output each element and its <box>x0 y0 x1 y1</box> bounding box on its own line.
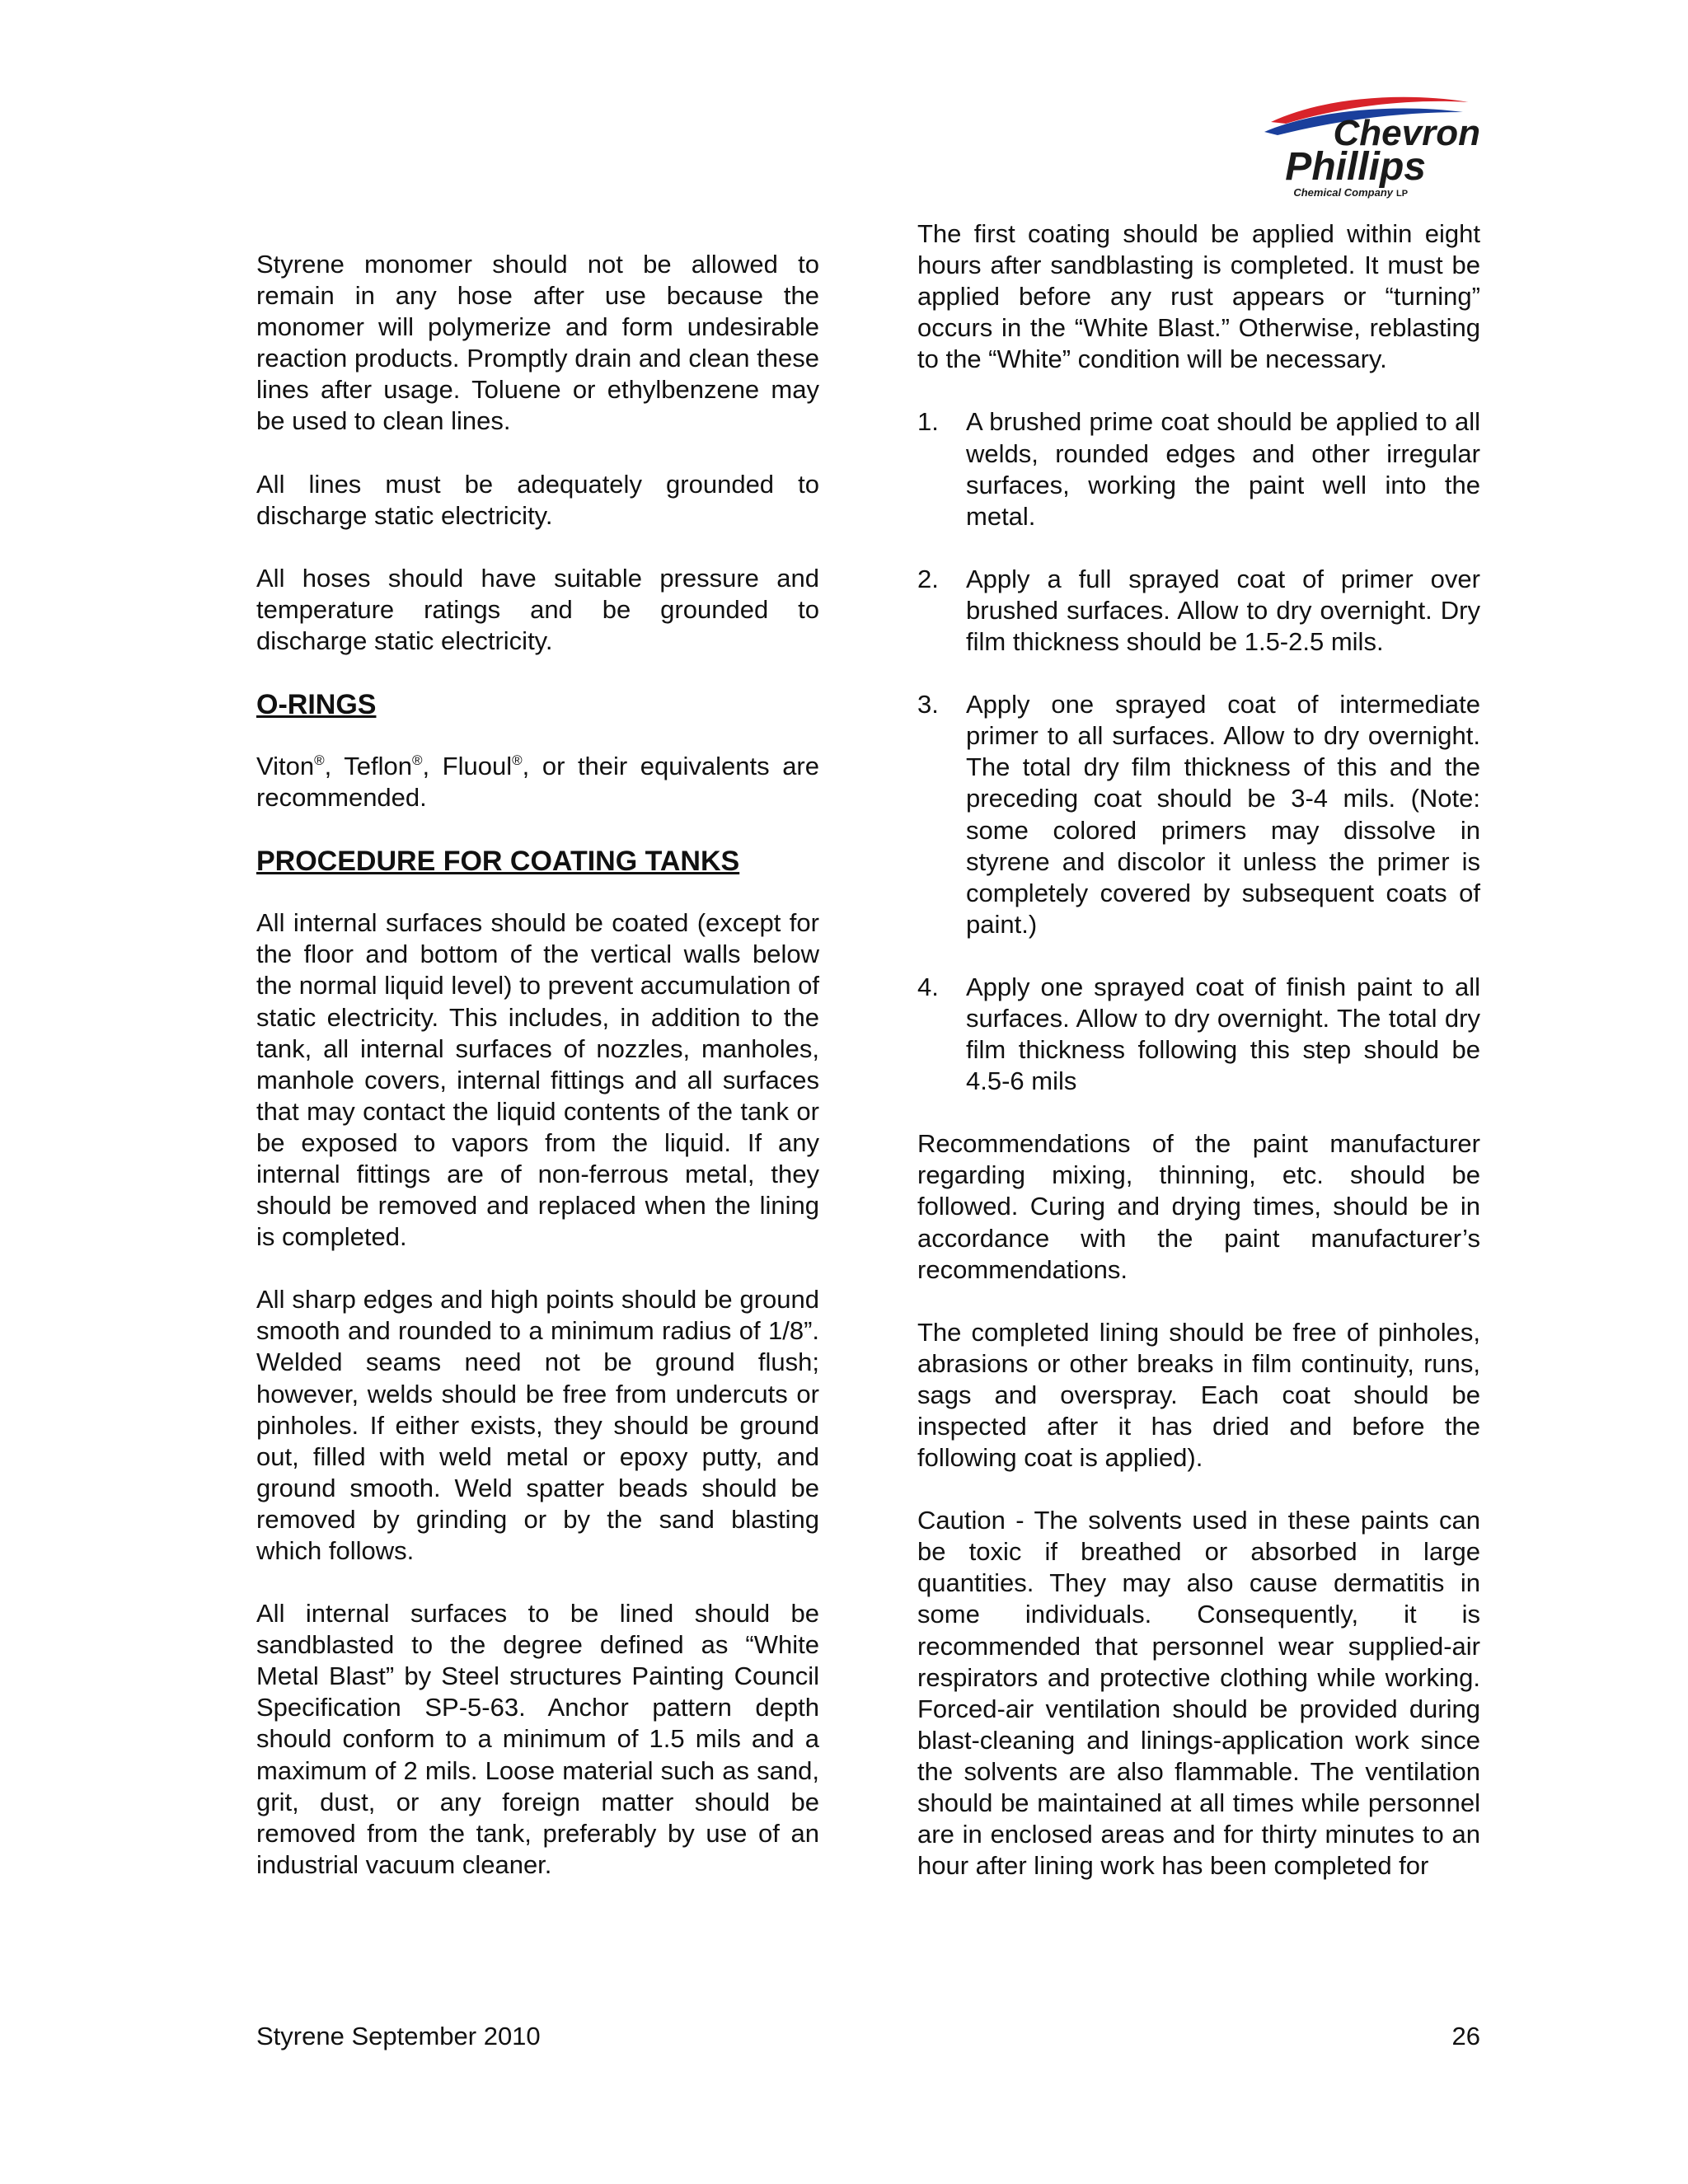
list-item <box>917 689 1480 940</box>
paragraph-hoses-ratings: All hoses should have suitable pressure and temperature ratings and be grounded to discharge static electricity. <box>256 563 819 655</box>
step-number: 1. <box>917 407 939 437</box>
registered-mark: ® <box>411 752 423 769</box>
left-column <box>256 249 819 1912</box>
step-number: 2. <box>917 564 939 593</box>
footer-document-title: Styrene September 2010 <box>256 2022 541 2050</box>
company-logo <box>1253 91 1492 206</box>
paragraph-internal-surfaces: All internal surfaces should be coated (except for the floor and bottom of the vertical walls below the normal liquid level) to prevent accumulation of static electricity. This includes, in addition to the tank, all internal surfaces of nozzles, manholes, manhole covers, internal fittings and all surfaces that may contact the liquid contents of the tank or be exposed to vapors from the liquid. If any internal fittings are of non-ferrous metal, they should be removed and replaced when the lining is completed. <box>256 908 819 1252</box>
paragraph-first-coating: The first coating should be applied within eight hours after sandblasting is completed. It must be applied before any rust appears or “turning” occurs in the “White Blast.” Otherwise, reblasting to the “White” condition will be necessary. <box>917 219 1480 374</box>
o-ring-rest: , or their equivalents are recommended. <box>256 752 819 813</box>
paragraph-lines-grounding: All lines must be adequately grounded to discharge static electricity. <box>256 469 819 530</box>
paragraph-o-rings <box>256 751 819 813</box>
footer-page-number: 26 <box>1451 2022 1480 2050</box>
paragraph-hose-cleaning: Styrene monomer should not be allowed to remain in any hose after use because the monomer will polymerize and form undesirable reaction products. Promptly drain and clean these lines after usage. Toluene or ethylbenzene may be used to clean lines. <box>256 250 819 436</box>
step-text: Apply a full sprayed coat of primer over brushed surfaces. Allow to dry overnight. Dry film thickness should be 1.5-2.5 mils. <box>966 564 1480 657</box>
step-text: Apply one sprayed coat of intermediate primer to all surfaces. Allow to dry overnight. The total dry film thickness of this and the preceding coat should be 3-4 mils. (Note: some colored primers may dissolve in styrene and discolor it unless the primer is completely covered by subsequent coats of paint.) <box>966 690 1480 939</box>
list-item <box>917 406 1480 532</box>
o-ring-viton: Viton <box>256 752 315 781</box>
o-ring-teflon: , Teflon <box>324 752 412 781</box>
heading-o-rings: O-RINGS <box>256 689 377 721</box>
logo-text-chevron: Chevron <box>1333 113 1480 153</box>
list-item <box>917 564 1480 658</box>
logo-text-chemical-company: Chemical Company <box>1293 186 1393 199</box>
paragraph-caution: Caution - The solvents used in these paints can be toxic if breathed or absorbed in large quantities. They may also cause dermatitis in some individuals. Consequently, it is recommended that personnel wear supplied-air respirators and protective clothing while working. Forced-air ventilation should be provided during blast-cleaning and linings-application work since the solvents are also flammable. The ventilation should be maintained at all times while personnel are in enclosed areas and for thirty minutes to an hour after lining work has been completed for <box>917 1506 1480 1881</box>
step-text: Apply one sprayed coat of finish paint to all surfaces. Allow to dry overnight. The total dry film thickness following this step should be 4.5-6 mils <box>966 972 1480 1096</box>
step-number: 3. <box>917 690 939 719</box>
heading-procedure-coating-tanks: PROCEDURE FOR COATING TANKS <box>256 846 740 878</box>
right-column <box>917 218 1480 1913</box>
registered-mark: ® <box>314 752 325 769</box>
paragraph-recommendations: Recommendations of the paint manufacturer regarding mixing, thinning, etc. should be followed. Curing and drying times, should be in accordance with the paint manufacturer’s recommendations. <box>917 1129 1480 1284</box>
o-ring-fluoul: , Fluoul <box>422 752 513 781</box>
coating-steps-list <box>917 406 1480 1097</box>
registered-mark: ® <box>512 752 523 769</box>
step-text: A brushed prime coat should be applied to all welds, rounded edges and other irregular surfaces, working the paint well into the metal. <box>966 407 1480 531</box>
step-number: 4. <box>917 972 939 1001</box>
paragraph-sharp-edges: All sharp edges and high points should be ground smooth and rounded to a minimum radius of 1/8”. Welded seams need not be ground flush; however, welds should be free from undercuts or pinholes. If either exists, they should be ground out, filled with weld metal or epoxy putty, and ground smooth. Weld spatter beads should be removed by grinding or by the sand blasting which follows. <box>256 1285 819 1565</box>
list-item <box>917 972 1480 1097</box>
logo-text-phillips: Phillips <box>1285 145 1426 189</box>
logo-text-lp: LP <box>1396 189 1409 199</box>
chevron-phillips-logo <box>1253 91 1492 206</box>
paragraph-completed-lining: The completed lining should be free of pinholes, abrasions or other breaks in film continuity, runs, sags and overspray. Each coat should be inspected after it has dried and before the following coat is applied). <box>917 1317 1480 1473</box>
paragraph-sandblasting: All internal surfaces to be lined should be sandblasted to the degree defined as “White Metal Blast” by Steel structures Painting Council Specification SP-5-63. Anchor pattern depth should conform to a minimum of 1.5 mils and a maximum of 2 mils. Loose material such as sand, grit, dust, or any foreign matter should be removed from the tank, preferably by use of an industrial vacuum cleaner. <box>256 1599 819 1879</box>
